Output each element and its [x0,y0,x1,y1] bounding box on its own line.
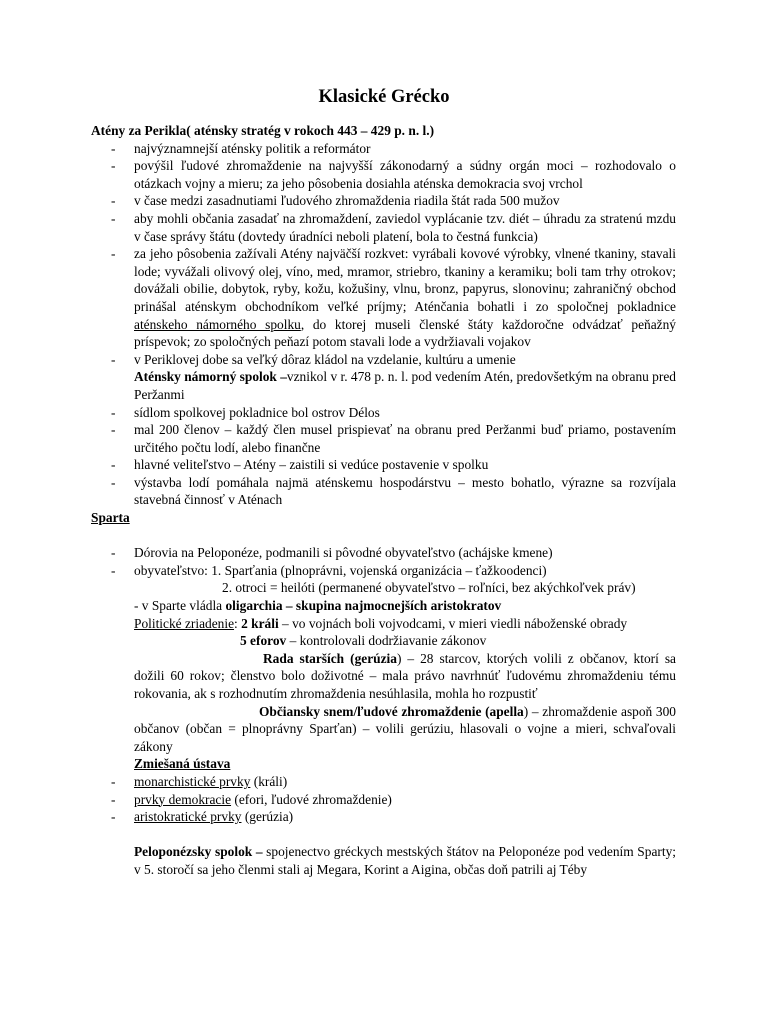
oligarchy-bold: oligarchia – skupina najmocnejších aristokratov [225,598,502,614]
bullet-dash: - [111,210,116,226]
element-link: aristokratické prvky [134,809,242,825]
list-item [91,140,676,158]
peloponnesian-text: spojenectvo gréckych mestských štátov na Peloponéze pod vedením Sparty; v 5. storočí sa jeho členmi stali aj Megara, Korint a Aigina, občas doň patrili aj Téby [134,844,676,877]
spacer [91,527,676,545]
spacer [91,826,676,844]
item-text: povýšil ľudové zhromaždenie na najvyšší zákonodarný a súdny orgán moci – rozhodovalo o otázkach vojny a mieru; za jeho pôsobenia dosiahla aténska demokracia svoj vrchol [134,158,676,191]
bullet-dash: - [111,193,116,209]
kings-term: 2 králi [241,615,279,631]
political-system-label: Politické zriadenie [134,615,235,631]
ephors-line [91,632,676,650]
peloponnesian-league-paragraph [91,843,676,878]
bullet-dash: - [111,474,116,490]
sparta-heading: Sparta [91,510,130,526]
document-body [91,122,676,879]
apella-text: – zhromaždenie aspoň 300 občanov (občan = plnoprávny Sparťan) – volili gerúziu, hlasovali o vojne a mieri, schvaľovali zákony [134,703,676,754]
gerousia-text: – 28 starcov, ktorých volili z občanov, ktorí sa dožili 60 rokov; členstvo bolo doživotné – mala právo navrhnúť ľudovému zhromaždeniu tému rokovania, ak s rozhodnutím zhromaždenia nesúhlasila, mohla ho rozpustiť [134,650,676,701]
list-item [91,544,676,562]
ephors-text: – kontrolovali dodržiavanie zákonov [286,633,487,649]
item-text: mal 200 členov – každý člen musel prispievať na obranu pred Peržanmi buď priamo, postavením určitého počtu lodí, alebo finančne [134,422,676,455]
athens-heading: Atény za Perikla( aténsky stratég v rokoch 443 – 429 p. n. l.) [91,123,435,138]
item-text: , do ktorej museli členské štáty každoročne odvádzať peňažný príspevok; zo spoločných peňazí potom stavali lode a vydržiavali vojakov [134,316,676,350]
item-text: (králi) [250,773,288,789]
gerousia-paragraph [91,650,676,703]
item-text: aby mohli občania zasadať na zhromaždení, zaviedol vyplácanie tzv. diét – úhradu za stratenú mzdu v čase správy štátu (dovtedy úradníci neboli platení, bola to čestná funkcia) [134,210,676,244]
apella-paragraph [91,703,676,756]
item-text: Dórovia na Peloponéze, podmanili si pôvodné obyvateľstvo (achájske kmene) [134,545,553,561]
list-item [91,210,676,245]
bullet-dash: - [111,140,116,156]
list-item [91,351,676,369]
item-text: obyvateľstvo: 1. Sparťania (plnoprávni, vojenská organizácia – ťažkoodenci) [134,562,547,578]
list-item [91,404,676,422]
bullet-dash: - [111,457,116,473]
oligarchy-line [91,597,676,615]
bullet-dash: - [111,545,116,561]
item-text: za jeho pôsobenia zažívali Atény najväčší rozkvet: vyrábali kovové výrobky, vlnené tkaniny, stavali lode; vyvážali olivový olej, víno, med, mramor, striebro, tkaniny a keramiku; boli tam trhy otrokov; dovážali obilie, dobytok, ryby, kožu, kožušiny, vlnu, bronz, papyrus, slonovinu; zahraničný obchod prinášal aténskym obchodníkom veľké príjmy; Aténčania bohatli i zo spoločnej pokladnice [134,246,676,314]
item-text: v čase medzi zasadnutiami ľudového zhromaždenia riadila štát rada 500 mužov [134,193,560,209]
political-system-line [91,615,676,633]
item-text: sídlom spolkovej pokladnice bol ostrov Délos [134,404,380,420]
bullet-dash: - [111,422,116,438]
oligarchy-prefix: - v Sparte vládla [134,598,226,614]
item-text: najvýznamnejší aténsky politik a reformátor [134,140,371,156]
element-link: monarchistické prvky [134,773,251,789]
item-text: (efori, ľudové zhromaždenie) [231,791,392,807]
bullet-dash: - [111,773,116,789]
colon: : [234,615,242,631]
list-item [91,157,676,192]
list-item [91,474,676,509]
item-text: výstavba lodí pomáhala najmä aténskemu hospodárstvu – mesto bohatlo, výrazne sa rozvíjala stavebná činnosť v Aténach [134,474,676,508]
item-text: v Periklovej dobe sa veľký dôraz kládol na vzdelanie, kultúru a umenie [134,351,516,367]
bullet-dash: - [111,351,116,367]
list-item [91,808,676,826]
apella-term: Občiansky snem/ľudové zhromaždenie (apella [259,703,524,719]
league-link: aténskeho námorného spolku [134,316,301,332]
element-link: prvky demokracie [134,791,232,807]
bullet-dash: - [111,562,116,578]
kings-text: – vo vojnách boli vojvodcami, v mieri viedli náboženské obrady [278,615,628,631]
bullet-dash: - [111,246,116,262]
list-item [91,456,676,474]
apella-close: ) [523,703,529,719]
ephors-term: 5 eforov [240,633,287,649]
league-definition [91,368,676,403]
bullet-dash: - [111,791,116,807]
list-item [91,245,676,351]
item-text: (gerúzia) [241,809,294,825]
league-term: Aténsky námorný spolok – [134,369,287,385]
item-text: hlavné veliteľstvo – Atény – zaistili si vedúce postavenie v spolku [134,457,489,473]
list-item [91,791,676,809]
list-item [91,192,676,210]
gerousia-term: Rada starších (gerúzia [263,650,397,666]
list-item [91,562,676,580]
page-title: Klasické Grécko [318,87,450,107]
bullet-dash: - [111,158,116,174]
helots-line: 2. otroci = heilóti (permanené obyvateľstvo – roľníci, bez akýchkoľvek práv) [222,580,636,596]
peloponnesian-term: Peloponézsky spolok – [134,844,263,860]
bullet-dash: - [111,404,116,420]
list-item [91,421,676,456]
league-text: vznikol v r. 478 p. n. l. pod vedením Atén, predovšetkým na obranu pred Peržanmi [134,369,676,402]
bullet-dash: - [111,809,116,825]
mixed-constitution-heading: Zmiešaná ústava [134,756,231,772]
gerousia-close: ) [396,650,402,666]
list-item [91,773,676,791]
